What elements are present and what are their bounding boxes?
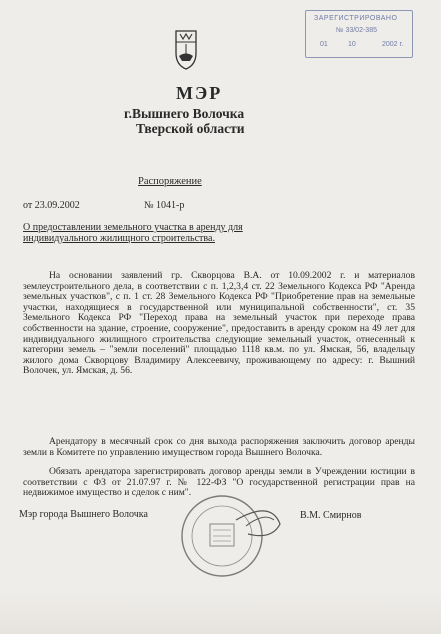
stamp-month: 10 [348, 41, 356, 48]
stamp-number: № 33/02-385 [336, 27, 377, 34]
document-subject: О предоставлении земельного участка в аренду для индивидуального жилищного строительства. [23, 222, 243, 244]
document-number: № 1041-р [144, 200, 185, 211]
stamp-year: 2002 г. [382, 41, 404, 48]
coat-of-arms-icon [173, 29, 199, 71]
issuer-title: МЭР [176, 83, 223, 103]
body-paragraph-2: Арендатору в месячный срок со дня выхода распоряжения заключить договор аренды земли в Комитете по управлению имуществом города Вышнего Волочка. [23, 436, 415, 458]
stamp-title: ЗАРЕГИСТРИРОВАНО [314, 15, 398, 22]
body-paragraph-3: Обязать арендатора зарегистрировать договор аренды земли в Учреждении юстиции в соответствии с ФЗ от 21.07.97 г. № 122-ФЗ "О государственной регистрации прав на недвижимое имущество и сделок с ним". [23, 466, 415, 499]
document-type: Распоряжение [138, 176, 202, 187]
registration-stamp [305, 10, 413, 58]
issuer-region: Тверской области [136, 121, 245, 136]
page-bottom-margin [0, 590, 441, 634]
issuer-city: г.Вышнего Волочка [124, 106, 245, 121]
stamp-day: 01 [320, 41, 328, 48]
signature-name: В.М. Смирнов [300, 510, 362, 521]
signature-position: Мэр города Вышнего Волочка [19, 509, 148, 520]
body-paragraph-1: На основании заявлений гр. Скворцова В.А. от 10.09.2002 г. и материалов землеустроительного дела, в соответствии с п. 1,2,3,4 ст. 22 Земельного Кодекса РФ "Аренда земельных участков", с п. 1 ст. 28 Земельного Кодекса РФ "Приобретение прав на земельные участки, находящиеся в государственной или муниципальной собственности", ст. 35 Земельного Кодекса РФ "Переход права на земельный участок при переходе права собственности на здание, строение, сооружение", предоставить в аренду сроком на 49 лет для индивидуального жилищного строительства следующие земельный участок, отнесенный к категории земель – "земли поселений" площадью 1118 кв.м. по ул. Ямская, 56, владельцу жилого дома Скворцову Владимиру Алексеевичу, проживающему по адресу: г. Вышний Волочек, ул. Ямская, д. 56. [23, 270, 415, 377]
document-date: от 23.09.2002 [23, 200, 80, 211]
round-seal-icon [176, 490, 286, 580]
